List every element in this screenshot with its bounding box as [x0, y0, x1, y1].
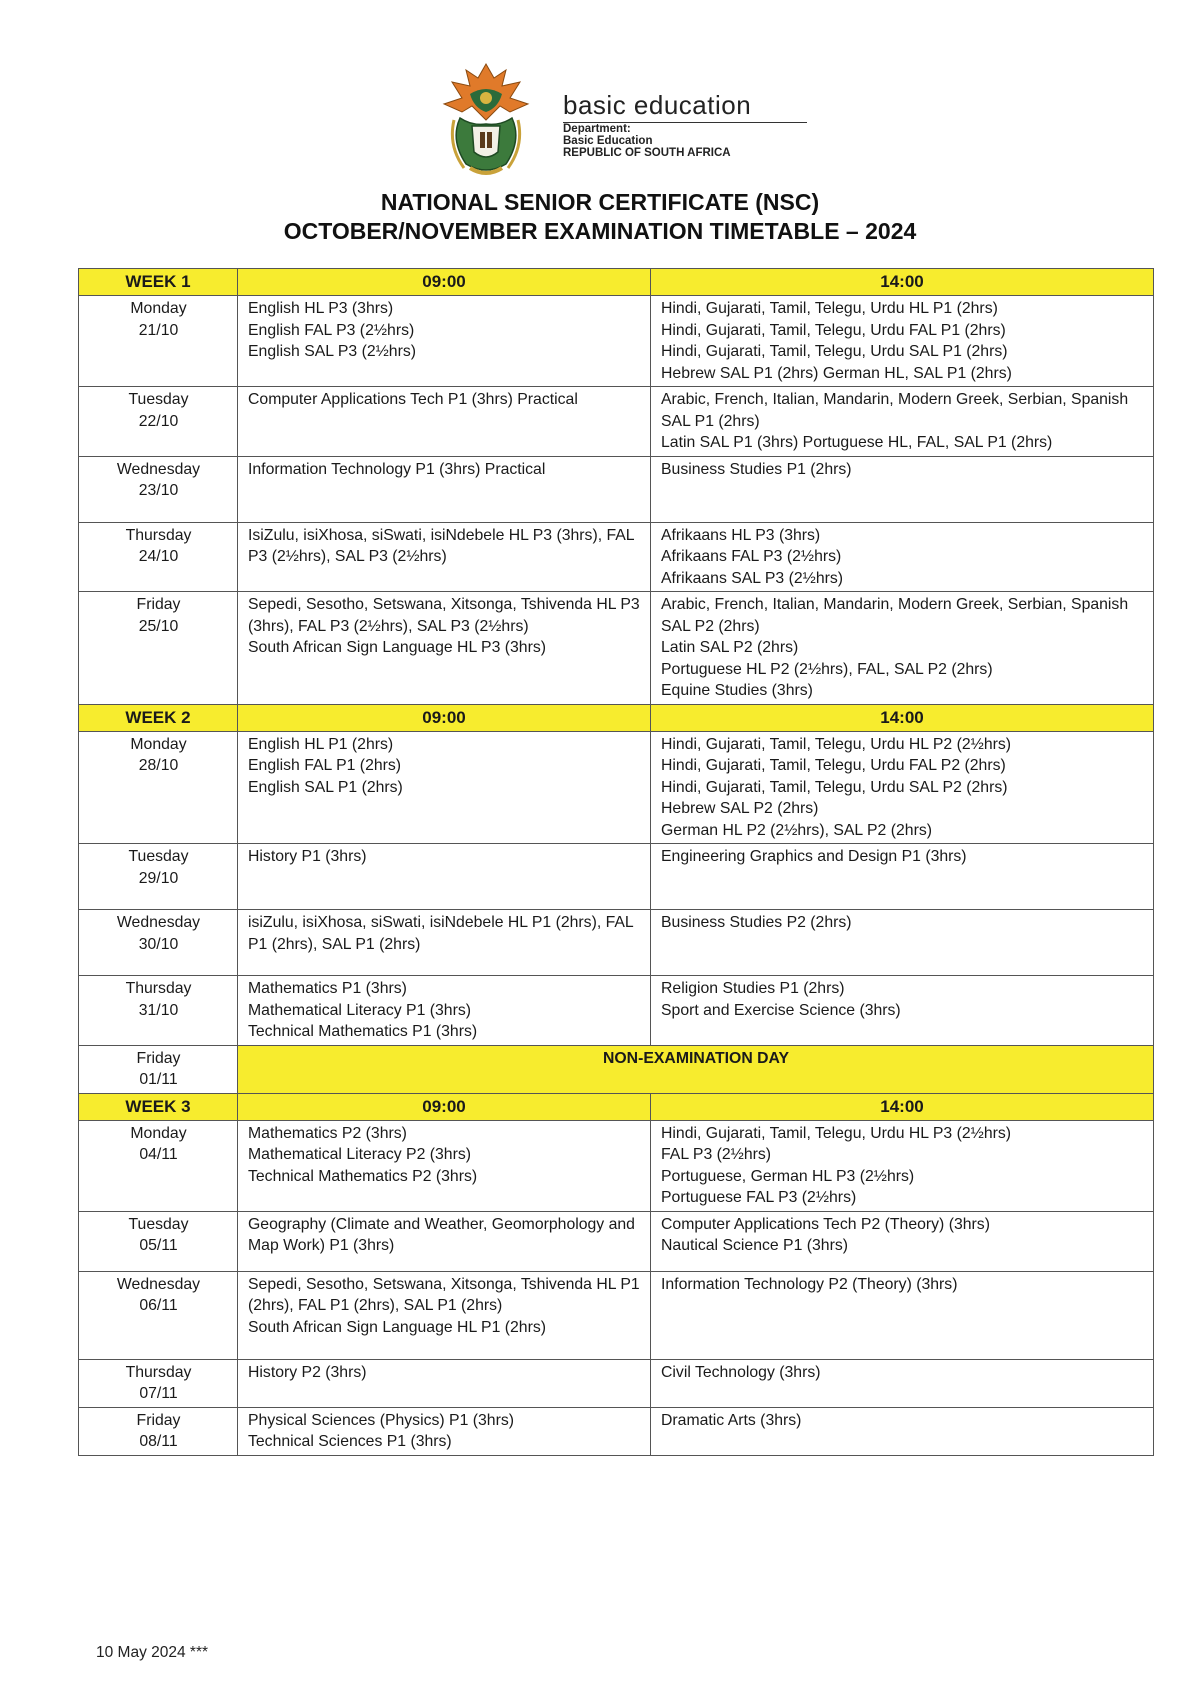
afternoon-session-time: 14:00	[651, 1093, 1154, 1120]
afternoon-session-time: 14:00	[651, 704, 1154, 731]
week-label: WEEK 1	[79, 269, 238, 296]
exam-entry: Hindi, Gujarati, Tamil, Telegu, Urdu SAL P1 (2hrs)	[661, 343, 1008, 360]
exam-entry: Sport and Exercise Science (3hrs)	[661, 1001, 901, 1019]
day-cell	[79, 976, 238, 1046]
exam-entry: Business Studies P1 (2hrs)	[661, 460, 852, 478]
day-date: 29/10	[138, 869, 179, 887]
exam-entry: Portuguese, German HL P3 (2½hrs)	[661, 1167, 915, 1185]
exam-entry: Arabic, French, Italian, Mandarin, Modern Greek, Serbian, Spanish SAL P2 (2hrs)	[661, 596, 1129, 635]
exam-entry: Sepedi, Sesotho, Setswana, Xitsonga, Tshivenda HL P1 (2hrs), FAL P1 (2hrs), SAL P1 (2hrs)	[248, 1275, 640, 1314]
exam-day-row	[79, 731, 1154, 844]
dept-line: REPUBLIC OF SOUTH AFRICA	[563, 147, 731, 159]
afternoon-exams-cell	[651, 844, 1154, 910]
exam-entry: Afrikaans SAL P3 (2½hrs)	[661, 569, 844, 587]
day-date: 31/10	[138, 1001, 179, 1019]
exam-entry: Portuguese FAL P3 (2½hrs)	[661, 1189, 857, 1206]
afternoon-exams-cell	[651, 1120, 1154, 1211]
exam-day-row	[79, 1271, 1154, 1359]
day-date: 06/11	[139, 1297, 178, 1314]
exam-entry: Computer Applications Tech P2 (Theory) (3hrs)	[661, 1215, 990, 1233]
exam-entry: Information Technology P2 (Theory) (3hrs)	[661, 1275, 958, 1293]
timetable-body	[79, 269, 1154, 1456]
day-name: Wednesday	[116, 460, 201, 478]
exam-entry: Hindi, Gujarati, Tamil, Telegu, Urdu HL P2 (2½hrs)	[661, 735, 1012, 753]
morning-exams-cell	[238, 976, 651, 1046]
exam-entry: South African Sign Language HL P1 (2hrs)	[248, 1318, 546, 1336]
day-cell	[79, 1271, 238, 1359]
exam-entry: Technical Sciences P1 (3hrs)	[248, 1433, 452, 1450]
exam-day-row	[79, 592, 1154, 705]
day-name: Wednesday	[116, 914, 201, 931]
exam-entry: Physical Sciences (Physics) P1 (3hrs)	[248, 1411, 514, 1429]
coat-of-arms-icon	[440, 60, 532, 178]
day-cell	[79, 1120, 238, 1211]
exam-entry: English FAL P3 (2½hrs)	[248, 321, 415, 339]
exam-entry: Geography (Climate and Weather, Geomorphology and Map Work) P1 (3hrs)	[248, 1215, 635, 1254]
exam-day-row	[79, 1211, 1154, 1271]
exam-entry: Hindi, Gujarati, Tamil, Telegu, Urdu FAL P1 (2hrs)	[661, 321, 1006, 339]
footer-date: 10 May 2024 ***	[96, 1644, 209, 1661]
day-date: 07/11	[139, 1385, 178, 1402]
exam-entry: Arabic, French, Italian, Mandarin, Modern Greek, Serbian, Spanish SAL P1 (2hrs)	[661, 391, 1129, 430]
afternoon-exams-cell	[651, 1407, 1154, 1455]
afternoon-exams-cell	[651, 522, 1154, 592]
exam-entry: English SAL P3 (2½hrs)	[248, 343, 416, 360]
exam-entry: Mathematics P1 (3hrs)	[248, 980, 407, 997]
exam-entry: Hindi, Gujarati, Tamil, Telegu, Urdu FAL P2 (2hrs)	[661, 757, 1006, 774]
day-name: Thursday	[125, 980, 192, 997]
afternoon-exams-cell	[651, 1359, 1154, 1407]
exam-entry: IsiZulu, isiXhosa, siSwati, isiNdebele HL P3 (3hrs), FAL P3 (2½hrs), SAL P3 (2½hrs)	[248, 526, 635, 565]
day-cell	[79, 1359, 238, 1407]
day-date: 05/11	[139, 1237, 178, 1254]
exam-entry: Hebrew SAL P2 (2hrs)	[661, 800, 819, 817]
day-name: Monday	[130, 300, 187, 317]
day-cell	[79, 296, 238, 387]
exam-entry: FAL P3 (2½hrs)	[661, 1146, 772, 1163]
exam-entry: Technical Mathematics P2 (3hrs)	[248, 1167, 478, 1185]
morning-exams-cell	[238, 731, 651, 844]
afternoon-exams-cell	[651, 296, 1154, 387]
morning-exams-cell	[238, 844, 651, 910]
day-date: 04/11	[139, 1146, 178, 1163]
morning-exams-cell	[238, 910, 651, 976]
exam-entry: Mathematical Literacy P2 (3hrs)	[248, 1146, 471, 1163]
exam-day-row	[79, 1407, 1154, 1455]
exam-entry: Afrikaans FAL P3 (2½hrs)	[661, 548, 842, 565]
day-name: Tuesday	[128, 848, 189, 865]
day-date: 08/11	[139, 1433, 178, 1450]
non-exam-row	[79, 1045, 1154, 1093]
afternoon-exams-cell	[651, 456, 1154, 522]
document-title	[0, 188, 1200, 246]
brand-name: basic education	[563, 90, 752, 120]
exam-entry: Equine Studies (3hrs)	[661, 682, 813, 699]
exam-day-row	[79, 1359, 1154, 1407]
exam-entry: Afrikaans HL P3 (3hrs)	[661, 526, 821, 544]
exam-entry: English HL P3 (3hrs)	[248, 300, 394, 317]
exam-entry: English FAL P1 (2hrs)	[248, 757, 402, 774]
week-header-row	[79, 1093, 1154, 1120]
day-cell	[79, 592, 238, 705]
afternoon-exams-cell	[651, 976, 1154, 1046]
exam-day-row	[79, 296, 1154, 387]
exam-entry: History P2 (3hrs)	[248, 1363, 367, 1381]
morning-exams-cell	[238, 387, 651, 457]
day-date: 24/10	[138, 548, 179, 565]
day-name: Wednesday	[116, 1275, 201, 1293]
dept-line: Basic Education	[563, 135, 653, 147]
exam-entry: History P1 (3hrs)	[248, 848, 367, 865]
exam-day-row	[79, 1120, 1154, 1211]
exam-entry: Hindi, Gujarati, Tamil, Telegu, Urdu SAL P2 (2hrs)	[661, 778, 1008, 796]
day-cell	[79, 1211, 238, 1271]
afternoon-exams-cell	[651, 731, 1154, 844]
afternoon-exams-cell	[651, 1211, 1154, 1271]
exam-entry: English SAL P1 (2hrs)	[248, 778, 403, 796]
exam-day-row	[79, 910, 1154, 976]
exam-entry: Hindi, Gujarati, Tamil, Telegu, Urdu HL P1 (2hrs)	[661, 300, 998, 317]
day-cell	[79, 456, 238, 522]
day-date: 23/10	[138, 482, 179, 499]
exam-entry: Mathematics P2 (3hrs)	[248, 1124, 407, 1142]
non-examination-day-label: NON-EXAMINATION DAY	[238, 1045, 1154, 1093]
title-line-2: OCTOBER/NOVEMBER EXAMINATION TIMETABLE – 2024	[283, 218, 917, 244]
morning-session-time: 09:00	[238, 269, 651, 296]
day-name: Friday	[136, 596, 181, 613]
exam-entry: Nautical Science P1 (3hrs)	[661, 1237, 849, 1254]
exam-entry: English HL P1 (2hrs)	[248, 735, 394, 753]
exam-entry: Engineering Graphics and Design P1 (3hrs)	[661, 848, 967, 865]
exam-entry: German HL P2 (2½hrs), SAL P2 (2hrs)	[661, 821, 932, 839]
exam-entry: Latin SAL P2 (2hrs)	[661, 639, 799, 656]
day-cell	[79, 844, 238, 910]
week-label: WEEK 3	[79, 1093, 238, 1120]
exam-entry: Portuguese HL P2 (2½hrs), FAL, SAL P2 (2hrs)	[661, 660, 993, 678]
afternoon-exams-cell	[651, 592, 1154, 705]
day-cell	[79, 1045, 238, 1093]
logo-area	[440, 60, 820, 180]
exam-timetable	[78, 268, 1154, 1456]
afternoon-exams-cell	[651, 387, 1154, 457]
day-cell	[79, 387, 238, 457]
day-cell	[79, 1407, 238, 1455]
day-cell	[79, 522, 238, 592]
morning-exams-cell	[238, 1359, 651, 1407]
morning-exams-cell	[238, 1271, 651, 1359]
title-line-1: NATIONAL SENIOR CERTIFICATE (NSC)	[380, 189, 820, 215]
exam-entry: South African Sign Language HL P3 (3hrs)	[248, 639, 546, 656]
day-date: 30/10	[138, 935, 179, 953]
exam-entry: Business Studies P2 (2hrs)	[661, 914, 852, 931]
morning-exams-cell	[238, 1407, 651, 1455]
morning-exams-cell	[238, 296, 651, 387]
exam-entry: Information Technology P1 (3hrs) Practical	[248, 460, 546, 478]
exam-day-row	[79, 456, 1154, 522]
exam-entry: Hebrew SAL P1 (2hrs) German HL, SAL P1 (2hrs)	[661, 364, 1012, 382]
morning-exams-cell	[238, 522, 651, 592]
afternoon-session-time: 14:00	[651, 269, 1154, 296]
day-name: Friday	[136, 1049, 181, 1067]
exam-day-row	[79, 844, 1154, 910]
day-name: Monday	[130, 735, 187, 753]
day-name: Tuesday	[128, 391, 189, 408]
morning-exams-cell	[238, 1120, 651, 1211]
day-date: 21/10	[138, 321, 179, 339]
morning-exams-cell	[238, 1211, 651, 1271]
morning-exams-cell	[238, 456, 651, 522]
exam-day-row	[79, 976, 1154, 1046]
exam-entry: Sepedi, Sesotho, Setswana, Xitsonga, Tshivenda HL P3 (3hrs), FAL P3 (2½hrs), SAL P3 (2½hrs)	[248, 596, 640, 635]
week-header-row	[79, 704, 1154, 731]
day-cell	[79, 910, 238, 976]
day-name: Friday	[136, 1411, 181, 1429]
day-cell	[79, 731, 238, 844]
exam-entry: Civil Technology (3hrs)	[661, 1363, 821, 1381]
afternoon-exams-cell	[651, 1271, 1154, 1359]
exam-day-row	[79, 522, 1154, 592]
exam-entry: Mathematical Literacy P1 (3hrs)	[248, 1001, 471, 1019]
day-name: Monday	[130, 1124, 187, 1142]
day-name: Thursday	[125, 1363, 192, 1381]
day-date: 28/10	[138, 757, 179, 774]
morning-exams-cell	[238, 592, 651, 705]
exam-entry: isiZulu, isiXhosa, siSwati, isiNdebele HL P1 (2hrs), FAL P1 (2hrs), SAL P1 (2hrs)	[248, 914, 634, 953]
day-name: Thursday	[125, 526, 192, 544]
exam-entry: Latin SAL P1 (3hrs) Portuguese HL, FAL, SAL P1 (2hrs)	[661, 434, 1053, 451]
day-name: Tuesday	[128, 1215, 189, 1233]
exam-day-row	[79, 387, 1154, 457]
day-date: 25/10	[138, 617, 179, 635]
week-header-row	[79, 269, 1154, 296]
morning-session-time: 09:00	[238, 1093, 651, 1120]
afternoon-exams-cell	[651, 910, 1154, 976]
dept-line: Department:	[563, 123, 631, 135]
exam-entry: Technical Mathematics P1 (3hrs)	[248, 1023, 478, 1040]
exam-entry: Dramatic Arts (3hrs)	[661, 1411, 802, 1429]
department-block	[563, 90, 813, 159]
day-date: 01/11	[139, 1071, 178, 1088]
exam-entry: Computer Applications Tech P1 (3hrs) Practical	[248, 391, 578, 408]
exam-entry: Hindi, Gujarati, Tamil, Telegu, Urdu HL P3 (2½hrs)	[661, 1124, 1012, 1142]
morning-session-time: 09:00	[238, 704, 651, 731]
exam-entry: Religion Studies P1 (2hrs)	[661, 980, 845, 997]
day-date: 22/10	[138, 412, 179, 430]
week-label: WEEK 2	[79, 704, 238, 731]
